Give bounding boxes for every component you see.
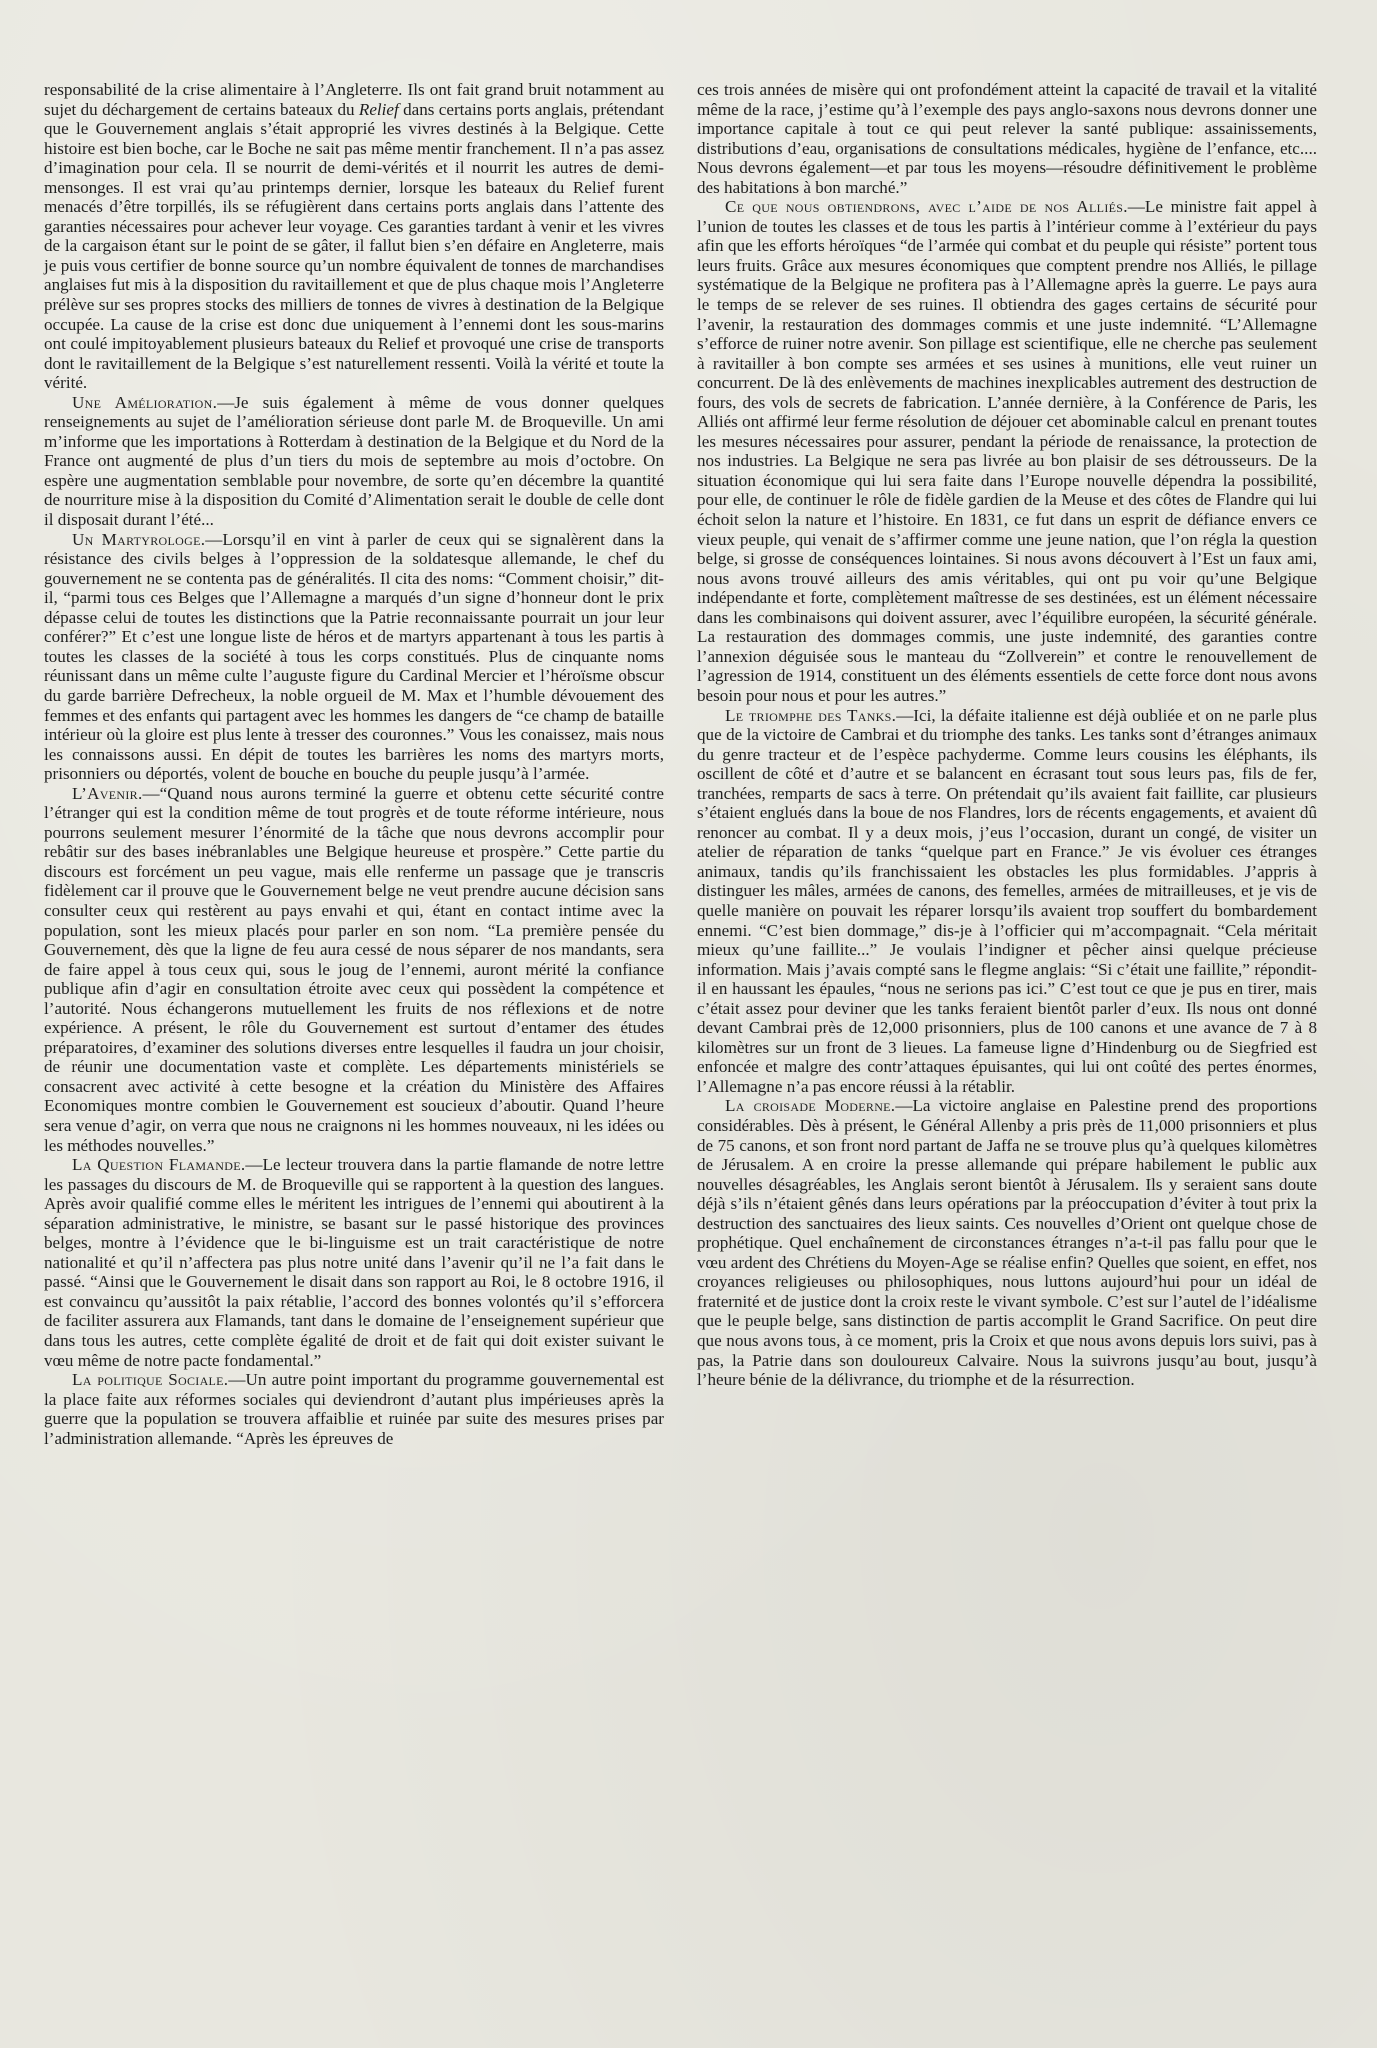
paragraph-triomphe-des-tanks (697, 706, 1317, 1097)
paragraph-text: —Ici, la défaite italienne est déjà oubliée et on ne parle plus que de la victoire de Cambrai et du triomphe des tanks. Les tanks sont d’étranges animaux du genre tracteur et de l’espèce pachyderme. Comme leurs cousins les éléphants, ils oscillent de côté et d’autre et se balancent en écrasant tout sous leurs pas, fils de fer, tranchées, remparts de sacs à terre. On prétendait qu’ils avaient fait faillite, car plusieurs s’étaient englués dans la boue de nos Flandres, lors de récents engagements, et avaient dû renoncer au combat. Il y a deux mois, j’eus l’occasion, durant un congé, de visiter un atelier de réparation de tanks “quelque part en France.” Je vis évoluer ces étranges animaux, tandis qu’ils franchissaient les obstacles les plus formidables. J’appris à distinguer les mâles, armées de canons, des femelles, armées de mitrailleuses, et je vis de quelle manière on pouvait les réparer lorsqu’ils avaient trop souffert du bombardement ennemi. “C’est bien dommage,” dis-je à l’officier qui m’accompagnait. “Cela méritait mieux qu’une faillite...” Je voulais l’indigner et pêcher ainsi quelque précieuse information. Mais j’avais compté sans le flegme anglais: “Si c’était une faillite,” répondit-il en haussant les épaules, “nous ne serions pas ici.” C’est tout ce que je pus en tirer, mais c’était assez pour deviner que les tanks feraient bientôt parler d’eux. Ils nous ont donné devant Cambrai près de 12,000 prisonniers, plus de 100 canons et une avance de 7 à 8 kilomètres sur un front de 3 lieues. La fameuse ligne d’Hindenburg ou de Siegfried est enfoncée et malgre des contr’attaques épuisantes, qui lui ont coûté des pertes énormes, l’Allemagne n’a pas encore réussi à la rétablir. (697, 705, 1317, 1096)
paragraph-text: —“Quand nous aurons terminé la guerre et obtenu cette sécurité contre l’étranger qui est la condition même de tout progrès et de toute réforme intérieure, nous pourrons seulement mesurer l’énormité de la tâche que nous devrons accomplir pour rebâtir sur des bases inébranlables une Belgique heureuse et prospère.” Cette partie du discours est forcément un peu vague, mais elle renferme un passage que je transcris fidèlement car il prouve que le Gouvernement belge ne veut prendre aucune décision sans consulter ceux qui restèrent au pays envahi et qui, étant en contact intime avec la population, sont les mieux placés pour parler en son nom. “La première pensée du Gouvernement, dès que la ligne de feu aura cessé de nous séparer de nos mandants, sera de faire appel à tous ceux qui, sous le joug de l’ennemi, auront mérité la confiance publique afin d’agir en consultation étroite avec ceux qui possèdent la compétence et l’autorité. Nous échangerons mutuellement les fruits de nos réflexions et de notre expérience. A présent, le rôle du Gouvernement est surtout d’entamer des études préparatoires, d’examiner des solutions diverses entre lesquelles il faudra un jour choisir, de réunir une documentation vaste et complète. Les départements ministériels se consacrent avec activité à cette besogne et la création du Ministère des Affaires Economiques montre combien le Gouvernement est soucieux d’aboutir. Quand l’heure sera venue d’agir, on verra que nous ne craignons ni les hommes nouveaux, ni les idées ou les méthodes nouvelles.” (44, 783, 664, 1155)
section-heading: La politique Sociale. (72, 1370, 229, 1390)
paragraph-text: —Lorsqu’il en vint à parler de ceux qui se signalèrent dans la résistance des civils belges à l’oppression de la soldatesque allemande, le chef du gouvernement ne se contenta pas de généralités. Il cita des noms: “Comment choisir,” dit-il, “parmi tous ces Belges que l’Allemagne a marqués d’un signe d’honneur dont le prix dépasse celui de toutes les distinctions que la Patrie reconnaissante pourrait un jour leur conférer?” Et c’est une longue liste de héros et de martyrs appartenant à tous les partis à toutes les classes de la société à tous les corps constitués. Plus de cinquante noms réunissant dans un même culte l’auguste figure du Cardinal Mercier et l’héroïsme obscur du garde barrière Defrecheux, la noble orgueil de M. Max et l’humble dévouement des femmes et des enfants qui partagent avec les hommes les dangers de “ce champ de bataille intérieur où la gloire est plus lente à tresser des couronnes.” Vous les conaissez, mais nous les connaissons aussi. En dépit de toutes les barrières les noms des martyrs morts, prisonniers ou déportés, volent de bouche en bouche du peuple jusqu’à l’armée. (44, 529, 664, 784)
paragraph-crise-alimentaire (44, 80, 664, 393)
section-heading: L’Avenir. (72, 783, 143, 803)
section-heading: Un Martyrologe. (72, 529, 206, 549)
paragraph-text: responsabilité de la crise alimentaire à l’Angleterre. Ils ont fait grand bruit notamment au sujet du déchargement de certains bateaux du (44, 80, 664, 119)
section-heading: La Question Flamande. (72, 1155, 246, 1175)
right-column (697, 80, 1317, 1390)
paragraph-croisade-moderne (697, 1096, 1317, 1389)
paragraph-text: —Je suis également à même de vous donner quelques renseignements au sujet de l’amélioration sérieuse dont parle M. de Broqueville. Un ami m’informe que les importations à Rotterdam à destination de la Belgique et du Nord de la France ont augmenté de plus d’un tiers du mois de septembre au mois d’octobre. On espère une augmentation semblable pour novembre, de sorte qu’en décembre la quantité de nourriture mise à la disposition du Comité d’Alimentation serait le double de celle dont il disposait durant l’été... (44, 392, 664, 530)
section-heading: Ce que nous obtiendrons, avec l’aide de nos Alliés. (725, 197, 1128, 217)
section-heading: Le triomphe des Tanks. (725, 705, 897, 725)
paragraph-text: —Le lecteur trouvera dans la partie flamande de notre lettre les passages du discours de M. de Broqueville qui se rapportent à la question des langues. Après avoir qualifié comme elles le méritent les intrigues de l’ennemi qui aboutirent à la séparation administrative, le ministre, se basant sur le passé historique des provinces belges, montre à l’évidence que le bi-linguisme est un trait caractéristique de notre nationalité et qu’il n’affectera pas plus notre unité dans l’avenir qu’il ne l’a fait dans le passé. “Ainsi que le Gouvernement le disait dans son rapport au Roi, le 8 octobre 1916, il est convaincu qu’aussitôt la paix rétablie, l’accord des bonnes volontés qu’il s’efforcera de faciliter assurera aux Flamands, tant dans le domaine de l’enseignement supérieur que dans tous les autres, cette complète égalité de droit et de fait qui doit exister suivant le vœu même de notre pacte fondamental.” (44, 1155, 664, 1370)
paragraph-text: —Le ministre fait appel à l’union de toutes les classes et de tous les partis à l’intérieur comme à l’extérieur du pays afin que les efforts héroïques “de l’armée qui combat et du peuple qui résiste” portent tous leurs fruits. Grâce aux mesures économiques que comptent prendre nos Alliés, le pillage systématique de la Belgique ne profitera pas à l’Allemagne après la guerre. Le pays aura le temps de se relever de ses ruines. Il obtiendra des gages certains de sécurité pour l’avenir, la restauration des dommages commis et une juste indemnité. “L’Allemagne s’efforce de ruiner notre avenir. Son pillage est scientifique, elle ne cherche pas seulement à ravitailler à bon compte ses armées et ses usines à munitions, elle veut ruiner un concurrent. De là des enlèvements de machines inexplicables autrement des destruction de fours, des vols de secrets de fabrication. L’année dernière, à la Conférence de Paris, les Alliés ont affirmé leur ferme résolution de déjouer cet abominable calcul en prenant toutes les mesures nécessaires pour assurer, pendant la période de renaissance, la protection de nos industries. La Belgique ne sera pas livrée au bon plaisir de ses détrousseurs. De la situation économique qui lui sera faite dans l’Europe nouvelle dépendra la possibilité, pour elle, de continuer le rôle de fidèle gardien de la Meuse et des côtes de Flandre qui lui échoit selon la nature et l’histoire. En 1831, ce fut dans un esprit de défiance envers ce vieux peuple, qui venait de s’affirmer comme une jeune nation, que l’on régla la question belge, si grosse de conséquences lointaines. Si nous avons découvert à l’Est un faux ami, nous avons trouvé ailleurs des amis véritables, qui ont pu voir qu’une Belgique indépendante et forte, complètement maîtresse de ses destinées, est un élément nécessaire dans les combinaisons qui doivent assurer, avec l’équilibre européen, la sécurité générale. La restauration des dommages commis, une juste indemnité, des garanties contre l’annexion déguisée sous le manteau du “Zollverein” et contre le renouvellement de l’agression de 1914, constituent un des éléments essentiels de cette force dont nous avons besoin pour nous et pour les autres.” (697, 197, 1317, 705)
paragraph-text: —La victoire anglaise en Palestine prend des proportions considérables. Dès à présent, le Général Allenby a pris près de 11,000 prisonniers et plus de 75 canons, et son front nord partant de Jaffa ne se trouve plus qu’à quelques kilomètres de Jérusalem. A en croire la presse allemande qui prépare habilement le public aux nouvelles désagréables, les Anglais seront bientôt à Jérusalem. Ils y seraient sans doute déjà s’ils n’étaient gênés dans leurs opérations par la préoccupation d’éviter à tout prix la destruction des sanctuaires des lieux saints. Ces nouvelles d’Orient ont quelque chose de prophétique. Quel enchaînement de circonstances étranges n’a-t-il pas fallu pour que le vœu ardent des Chrétiens du Moyen-Age se réalise enfin? Quelles que soient, en effet, nos croyances religieuses ou philosophiques, nous luttons aujourd’hui pour un idéal de fraternité et de justice dont la croix reste le vivant symbole. C’est sur l’autel de l’idéalisme que le peuple belge, sans distinction de partis accomplit le Grand Sacrifice. On peut dire que nous avons tous, à ce moment, pris la Croix et que nous avons depuis lors suivi, pas à pas, la Patrie dans son douloureux Calvaire. Nous la suivrons jusqu’au bout, jusqu’à l’heure bénie de la délivrance, du triomphe et de la résurrection. (697, 1096, 1318, 1390)
section-heading: Une Amélioration. (72, 392, 218, 412)
paragraph-text: —Un autre point important du programme gouvernemental est la place faite aux réformes sociales qui deviendront d’autant plus impérieuses après la guerre que la population se trouvera affaiblie et ruinée par suite des mesures prises par l’administration allemande. “Après les épreuves de (44, 1370, 664, 1448)
left-column (44, 80, 664, 1448)
paragraph-text-continued: dans certains ports anglais, prétendant que le Gouvernement anglais s’était approprié les vivres destinés à la Belgique. Cette histoire est bien boche, car le Boche ne sait pas même mentir franchement. Il n’a pas assez d’imagination pour cela. Il se nourrit de demi-vérités et il nourrit les autres de demi-mensonges. Il est vrai qu’au printemps dernier, lorsque les bateaux du Relief furent menacés d’être torpillés, ils se réfugièrent dans certains ports anglais dans l’attente des garanties nécessaires pour achever leur voyage. Ces garanties tardant à venir et les vivres de la cargaison étant sur le point de se gâter, il fallut bien s’en défaire en Angleterre, mais je puis vous certifier de bonne source qu’un nombre équivalent de tonnes de marchandises anglaises fut mis à la disposition du ravitaillement et que de plus chaque mois l’Angleterre prélève sur ses propres stocks des milliers de tonnes de vivres à destination de la Belgique occupée. La cause de la crise est donc due uniquement à l’ennemi dont les sous-marins ont coulé impitoyablement plusieurs bateaux du Relief et provoqué une crise de transports dont le ravitaillement de la Belgique s’est naturellement ressenti. Voilà la vérité et toute la vérité. (44, 99, 664, 393)
paragraph-politique-sociale (44, 1370, 664, 1448)
paragraph-un-martyrologe (44, 530, 664, 784)
italic-ship-name: Relief (358, 99, 399, 119)
paragraph-politique-sociale-continued (697, 80, 1317, 197)
paragraph-text: ces trois années de misère qui ont profondément atteint la capacité de travail et la vitalité même de la race, j’estime qu’à l’exemple des pays anglo-saxons nous devrons donner une importance capitale à tout ce qui peut relever la santé publique: assainissements, distributions d’eau, organisations de consultations médicales, hygiène de l’enfance, etc.... Nous devrons également—et par tous les moyens—résoudre définitivement le problème des habitations à bon marché.” (697, 80, 1317, 197)
section-heading: La croisade Moderne. (725, 1096, 896, 1116)
paragraph-l-avenir (44, 784, 664, 1155)
paragraph-une-amelioration (44, 393, 664, 530)
paragraph-question-flamande (44, 1155, 664, 1370)
paragraph-aide-des-allies (697, 197, 1317, 705)
